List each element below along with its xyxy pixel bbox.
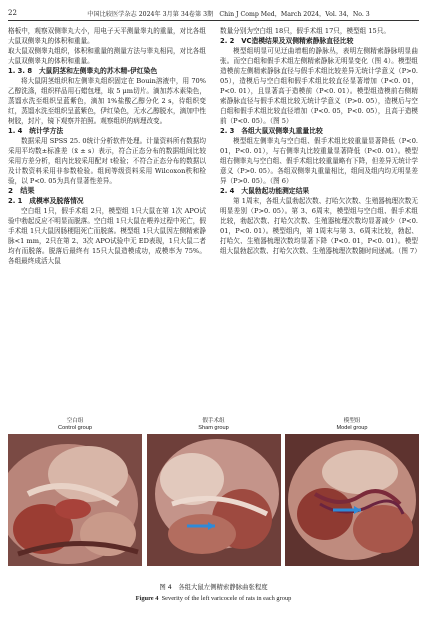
caption-en-text: Severity of the left varicocele of rats in each group: [161, 595, 292, 602]
running-header: [8, 6, 419, 21]
panel-model: [285, 418, 419, 566]
section-heading: 2 结果: [8, 186, 35, 195]
paragraph: 模型组明显可见迂曲增粗的静脉丛，表明左侧精索静脉明显曲张。而空白组和假手术组左侧精索静脉无明显变化（图 4）。模型组造模前左侧精索静脉直径与假手术组比较差异无统计学意义（P>0. 05），造模后与空白组和假手术组比较直径显著增加（P<0. 01，P<0. 01），且显著高于造模前（P<0. 01）。模型组造模前右侧精索静脉直径与假手术组比较无统计学意义（P>0. 05），造模后与空白组和假手术组比较直径增加（P<0. 05，P<0. 05），且高于造模前（P<0. 05）。（图 5）: [220, 47, 418, 125]
caption-en: [8, 593, 419, 604]
figure-4: [8, 418, 419, 583]
surgical-photo-sham: [147, 434, 281, 566]
paragraph: 第 1周末，各组大鼠勃起次数、打哈欠次数、生殖器梳理次数无明显差别（P>0. 05）。第 3、6周末，模型组与空白组、假手术组比较，勃起次数、打哈欠次数、生殖器梳理次数均显著减少（P<0. 01，P<0. 01）。模型组内，第 1周末与第 3、6周末比较，勃起、打哈欠、生殖器梳理次数均显著下降（P<0. 01，P<0. 01）。模型组大鼠勃起次数、打哈欠次数、生殖器梳理次数随时间递减。（图 7）: [220, 197, 421, 255]
paragraph: 数量分别为空白组 18只，假手术组 17只，模型组 15只。: [220, 27, 390, 35]
surgical-photo-model: [285, 434, 419, 566]
paragraph: 取大鼠双侧睾丸组织，体积和重量的测量方法与睾丸相同，对比各组大鼠双侧睾丸的体积和重量。: [8, 47, 206, 65]
section-heading: 2. 4 大鼠勃起功能测定结果: [220, 187, 310, 195]
panel-sham: [147, 418, 281, 566]
section-heading: 2. 1 成模率及脱落情况: [8, 197, 84, 205]
paragraph: 模型组左侧睾丸与空白组、假手术组比较重量显著降低（P<0. 01，P<0. 01），与右侧睾丸比较重量显著降低（P<0. 01）。模型组右侧睾丸与空白组、假手术组比较重量略有下降，但差异无统计学意义（P>0. 05）。各组双侧睾丸重量相比，组间及组内均无明显差异（P>0. 05）。（图 6）: [220, 137, 418, 185]
panel-label-en: Sham group: [198, 425, 229, 431]
right-column: [220, 26, 421, 256]
figure-caption: [8, 582, 419, 604]
section-heading: 2. 2 VC造模结果及双侧精索静脉直径比较: [220, 37, 354, 45]
paragraph: 格板中，观察双侧睾丸大小，用电子天平测量睾丸的重量，对比各组大鼠双侧睾丸的体积和重量。: [8, 27, 206, 45]
paragraph: 将大鼠阴茎组织和左侧睾丸组织固定在 Bouin溶液中，用 70%乙醇洗涤，组织样品用石蜡包埋，取 5 μm切片。滴加苏木素染色，蒸馏水洗至组织呈蓝紫色，滴加 1%盐酸乙醇分化 2 s，待组织变红，蒸馏水洗至组织呈蓝紫色，伊红染色，无水乙醇脱水，滴加中性树胶，封片，镜下观察并拍照。观察组织的病理改变。: [8, 77, 206, 125]
section-heading: 1. 4 统计学方法: [8, 127, 64, 135]
panel-label-zh: 假手术组: [202, 418, 225, 424]
panel-label-en: Control group: [58, 425, 92, 431]
journal-title: 中国比较医学杂志 2024年 3月第 34卷第 3期 Chin J Comp Med，March 2024，Vol. 34，No. 3: [87, 10, 370, 18]
surgical-photo-control: [8, 434, 142, 566]
caption-zh: 图 4 各组大鼠左侧精索静脉曲张程度: [159, 583, 268, 591]
paragraph: 数据采用 SPSS 25. 0统计分析软件处理。计量资料所有数据均采用平均数±标准差（x̄ ± s）表示，符合正态分布的数据组间比较采用方差分析，组内比较采用配对 t检验；不符合正态分布的数据以及计数资料采用非参数检验。组间等级资料采用 Wilcoxon秩和检验，以 P<0. 05为具有显著性差异。: [8, 137, 206, 185]
page-number: 22: [8, 9, 17, 17]
panel-control: [8, 418, 142, 566]
left-column: [8, 26, 206, 266]
caption-en-label: Figure 4: [135, 595, 159, 602]
section-heading: 2. 3 各组大鼠双侧睾丸重量比较: [220, 127, 323, 135]
section-heading: 1. 3. 8 大鼠阴茎和左侧睾丸的苏木精-伊红染色: [8, 67, 158, 75]
panel-label-zh: 空白组: [66, 418, 84, 424]
panel-label-en: Model group: [336, 425, 368, 431]
panel-label-zh: 模型组: [343, 418, 361, 424]
paragraph: 空白组 1只，假手术组 2只，模型组 1只大鼠在第 1次 APO试验中勃起反应不明显而脱落。空白组 1只大鼠在喂养过程中死亡，假手术组 1只大鼠因肠梗阻死亡而脱落。模型组 1只大鼠因左侧精索静脉<1 mm，2只在第 2、3次 APO试验中无 ED表现，1只大鼠二者均有而脱落。脱落后最终有 15只大鼠造模成功，成模率为 75%。各组最终成活大鼠: [8, 207, 206, 265]
